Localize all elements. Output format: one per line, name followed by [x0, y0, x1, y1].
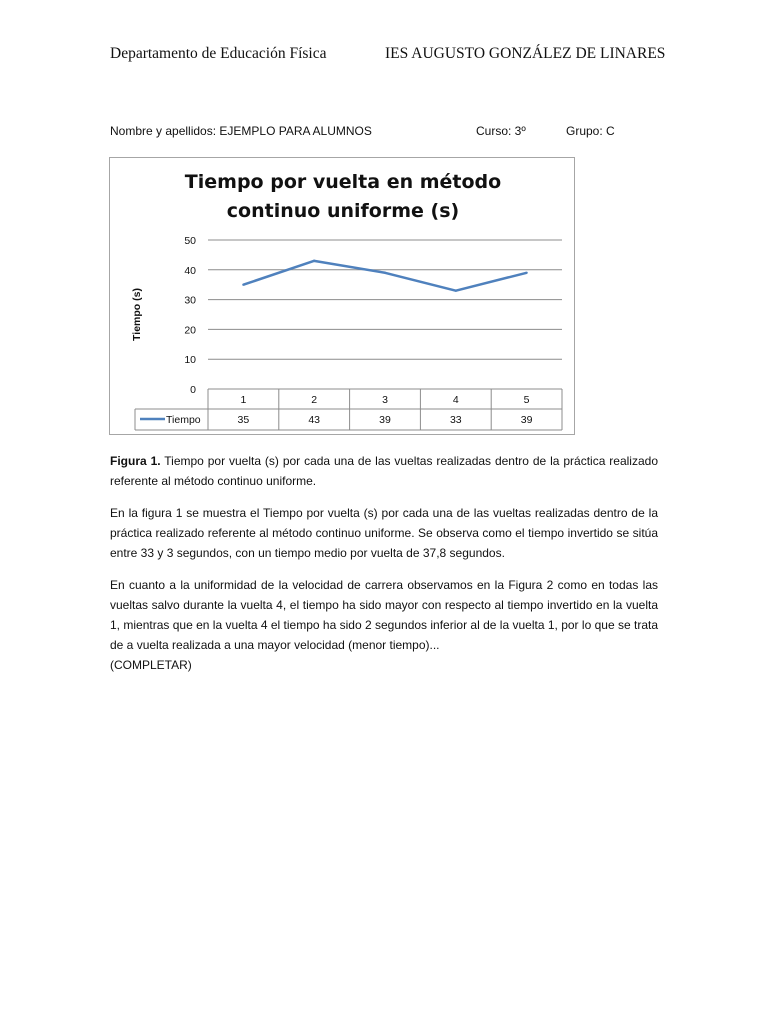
- figure-caption-label: Figura 1.: [110, 454, 161, 468]
- student-name: Nombre y apellidos: EJEMPLO PARA ALUMNOS: [110, 124, 372, 138]
- y-tick-label: 50: [184, 235, 196, 247]
- x-tick-label: 2: [311, 394, 318, 406]
- paragraph-2-text: En cuanto a la uniformidad de la velocidad de carrera observamos en la Figura 2 como en todas las vueltas salvo durante la vuelta 4, el tiempo ha sido mayor con respecto al tiempo invertido en la vuelta 1, mientras que en la vuelta 4 el tiempo ha sido 2 segundos inferior al de la vuelta 1, por lo que se trata de a vuelta realizada a una mayor velocidad (menor tiempo)...: [110, 578, 658, 652]
- data-table-value: 33: [449, 414, 462, 426]
- department-header: Departamento de Educación Física: [110, 45, 327, 62]
- x-tick-label: 1: [240, 394, 247, 406]
- y-tick-label: 30: [184, 294, 196, 307]
- course: Curso: 3º: [476, 124, 526, 138]
- x-tick-label: 3: [382, 394, 388, 406]
- data-point: [525, 272, 527, 274]
- data-point: [455, 289, 457, 291]
- data-point: [242, 284, 244, 286]
- completar-note: (COMPLETAR): [110, 658, 192, 672]
- paragraph-2: [110, 575, 658, 675]
- y-tick-label: 0: [190, 384, 196, 396]
- y-tick-label: 40: [184, 264, 196, 277]
- line-chart: [110, 158, 576, 436]
- y-tick-label: 10: [184, 354, 196, 367]
- data-point: [384, 272, 386, 274]
- figure-caption-text: Tiempo por vuelta (s) por cada una de las vueltas realizadas dentro de la práctica realizado referente al método continuo uniforme.: [110, 454, 658, 488]
- y-tick-label: 20: [184, 324, 196, 337]
- chart-title-line-2: continuo uniforme (s): [226, 200, 460, 222]
- x-tick-label: 5: [523, 394, 530, 406]
- school-header: IES AUGUSTO GONZÁLEZ DE LINARES: [385, 45, 666, 62]
- figure-caption: [110, 451, 658, 491]
- group: Grupo: C: [566, 124, 615, 138]
- series-line: [243, 261, 526, 291]
- legend-label: Tiempo: [166, 414, 201, 426]
- data-table-value: 35: [237, 414, 250, 426]
- paragraph-1: En la figura 1 se muestra el Tiempo por vuelta (s) por cada una de las vueltas realizadas dentro de la práctica realizado referente al método continuo uniforme. Se observa como el tiempo invertido se sitúa entre 33 y 3 segundos, con un tiempo medio por vuelta de 37,8 segundos.: [110, 506, 658, 560]
- chart-container: [109, 157, 575, 435]
- chart-title-line-1: Tiempo por vuelta en método: [184, 171, 502, 193]
- x-tick-label: 4: [452, 394, 459, 406]
- data-table-value: 43: [308, 414, 321, 426]
- data-point: [313, 260, 315, 262]
- data-table-value: 39: [379, 414, 391, 426]
- y-axis-label: Tiempo (s): [131, 288, 143, 341]
- data-table-value: 39: [520, 414, 533, 426]
